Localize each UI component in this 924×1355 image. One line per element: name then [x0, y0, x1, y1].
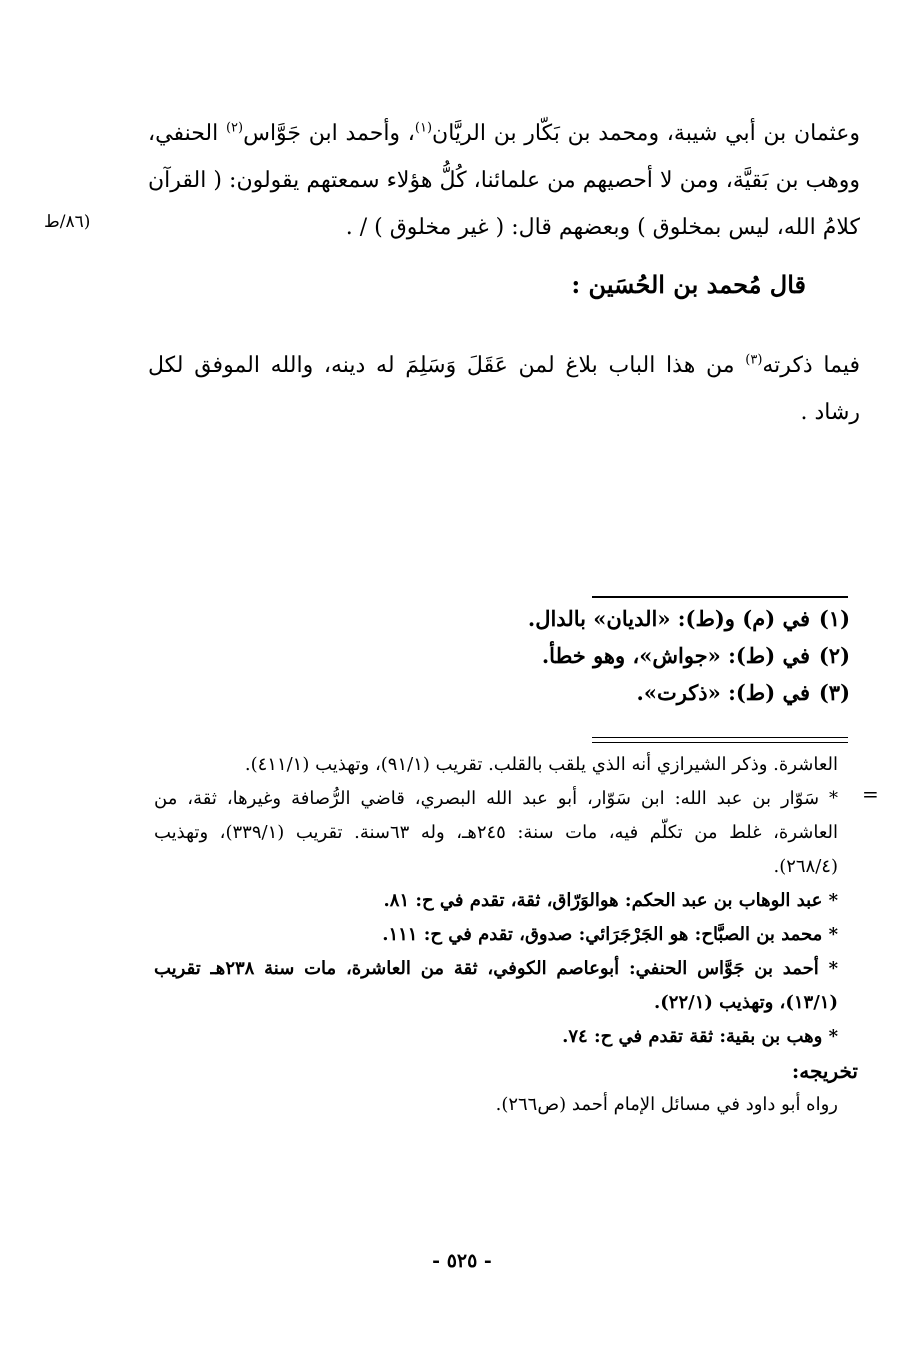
commentary-paragraph: * سَوّار بن عبد الله: ابن سَوّار، أبو عبد الله البصري، قاضي الرُّصافة وغيرها، ثقة، من العاشرة، غلط من تكلّم فيه، مات سنة: ٢٤٥هـ، وله ٦٣سنة. تقريب (٣٣٩/١)، وتهذيب (٢٦٨/٤).	[154, 788, 838, 877]
commentary-paragraph: العاشرة. وذكر الشيرازي أنه الذي يلقب بالقلب. تقريب (٩١/١)، وتهذيب (٤١١/١).	[244, 754, 838, 775]
commentary-separator	[592, 737, 848, 743]
commentary-paragraph: * وهب بن بقية: ثقة تقدم في ح: ٧٤.	[562, 1026, 838, 1047]
footnote-number: (٣)	[818, 680, 850, 705]
footnote-text: في (ط): «ذكرت».	[636, 680, 810, 705]
footnote-text: في (ط): «جواش»، وهو خطأ.	[541, 643, 810, 668]
page-number: - ٥٢٥ -	[432, 1250, 492, 1272]
section-heading: قال مُحمد بن الحُسَين :	[571, 270, 806, 299]
footnote-item	[410, 674, 850, 711]
takhrij-title: تخريجه:	[791, 1059, 858, 1083]
commentary-paragraph: * أحمد بن جَوَّاس الحنفي: أبوعاصم الكوفي، ثقة من العاشرة، مات سنة ٢٣٨هـ تقريب (١٣/١)، وتهذيب (٢٢/١).	[154, 958, 839, 1013]
footnote-separator	[592, 596, 848, 598]
continuation-mark: =	[862, 782, 879, 806]
paragraph-1-text-c: الحنفي، ووهب بن بَقيَّة، ومن لا أحصيهم من علمائنا، كُلُّ هؤلاء سمعتهم يقولون: ( القرآن كلامُ الله، ليس بمخلوق ) وبعضهم قال: ( غير مخلوق ) / .	[148, 121, 860, 240]
footnote-ref-3: (٣)	[745, 352, 763, 368]
commentary-paragraph: * محمد بن الصبَّاح: هو الجَرْجَرَائي: صدوق، تقدم في ح: ١١١.	[382, 924, 838, 945]
footnote-text: في (م) و(ط): «الديان» بالدال.	[527, 606, 810, 631]
takhrij-text: رواه أبو داود في مسائل الإمام أحمد (ص٢٦٦).	[495, 1094, 838, 1115]
footnote-item	[410, 637, 850, 674]
main-paragraph-1	[148, 110, 860, 251]
footnote-list	[410, 600, 850, 711]
footnote-ref-2: (٢)	[225, 120, 244, 136]
paragraph-1-text-b: ، وأحمد ابن جَوَّاس	[243, 121, 415, 146]
footnote-item	[410, 600, 850, 637]
paragraph-1-text-a: وعثمان بن أبي شيبة، ومحمد بن بَكّار بن الريَّان	[432, 121, 860, 146]
footnote-ref-1: (١)	[414, 120, 433, 136]
main-paragraph-2	[148, 342, 860, 436]
footnote-number: (٢)	[818, 643, 850, 668]
margin-page-reference: (٨٦/ط	[44, 212, 91, 232]
commentary-block	[154, 748, 858, 1122]
footnote-number: (١)	[818, 606, 850, 631]
paragraph-2-text-b: من هذا الباب بلاغ لمن عَقَلَ وَسَلِمَ له دينه، والله الموفق لكل رشاد .	[148, 353, 860, 425]
paragraph-2-text-a: فيما ذكرته	[762, 353, 860, 378]
commentary-paragraph: * عبد الوهاب بن عبد الحكم: هوالوَرّاق، ثقة، تقدم في ح: ٨١.	[383, 890, 838, 911]
